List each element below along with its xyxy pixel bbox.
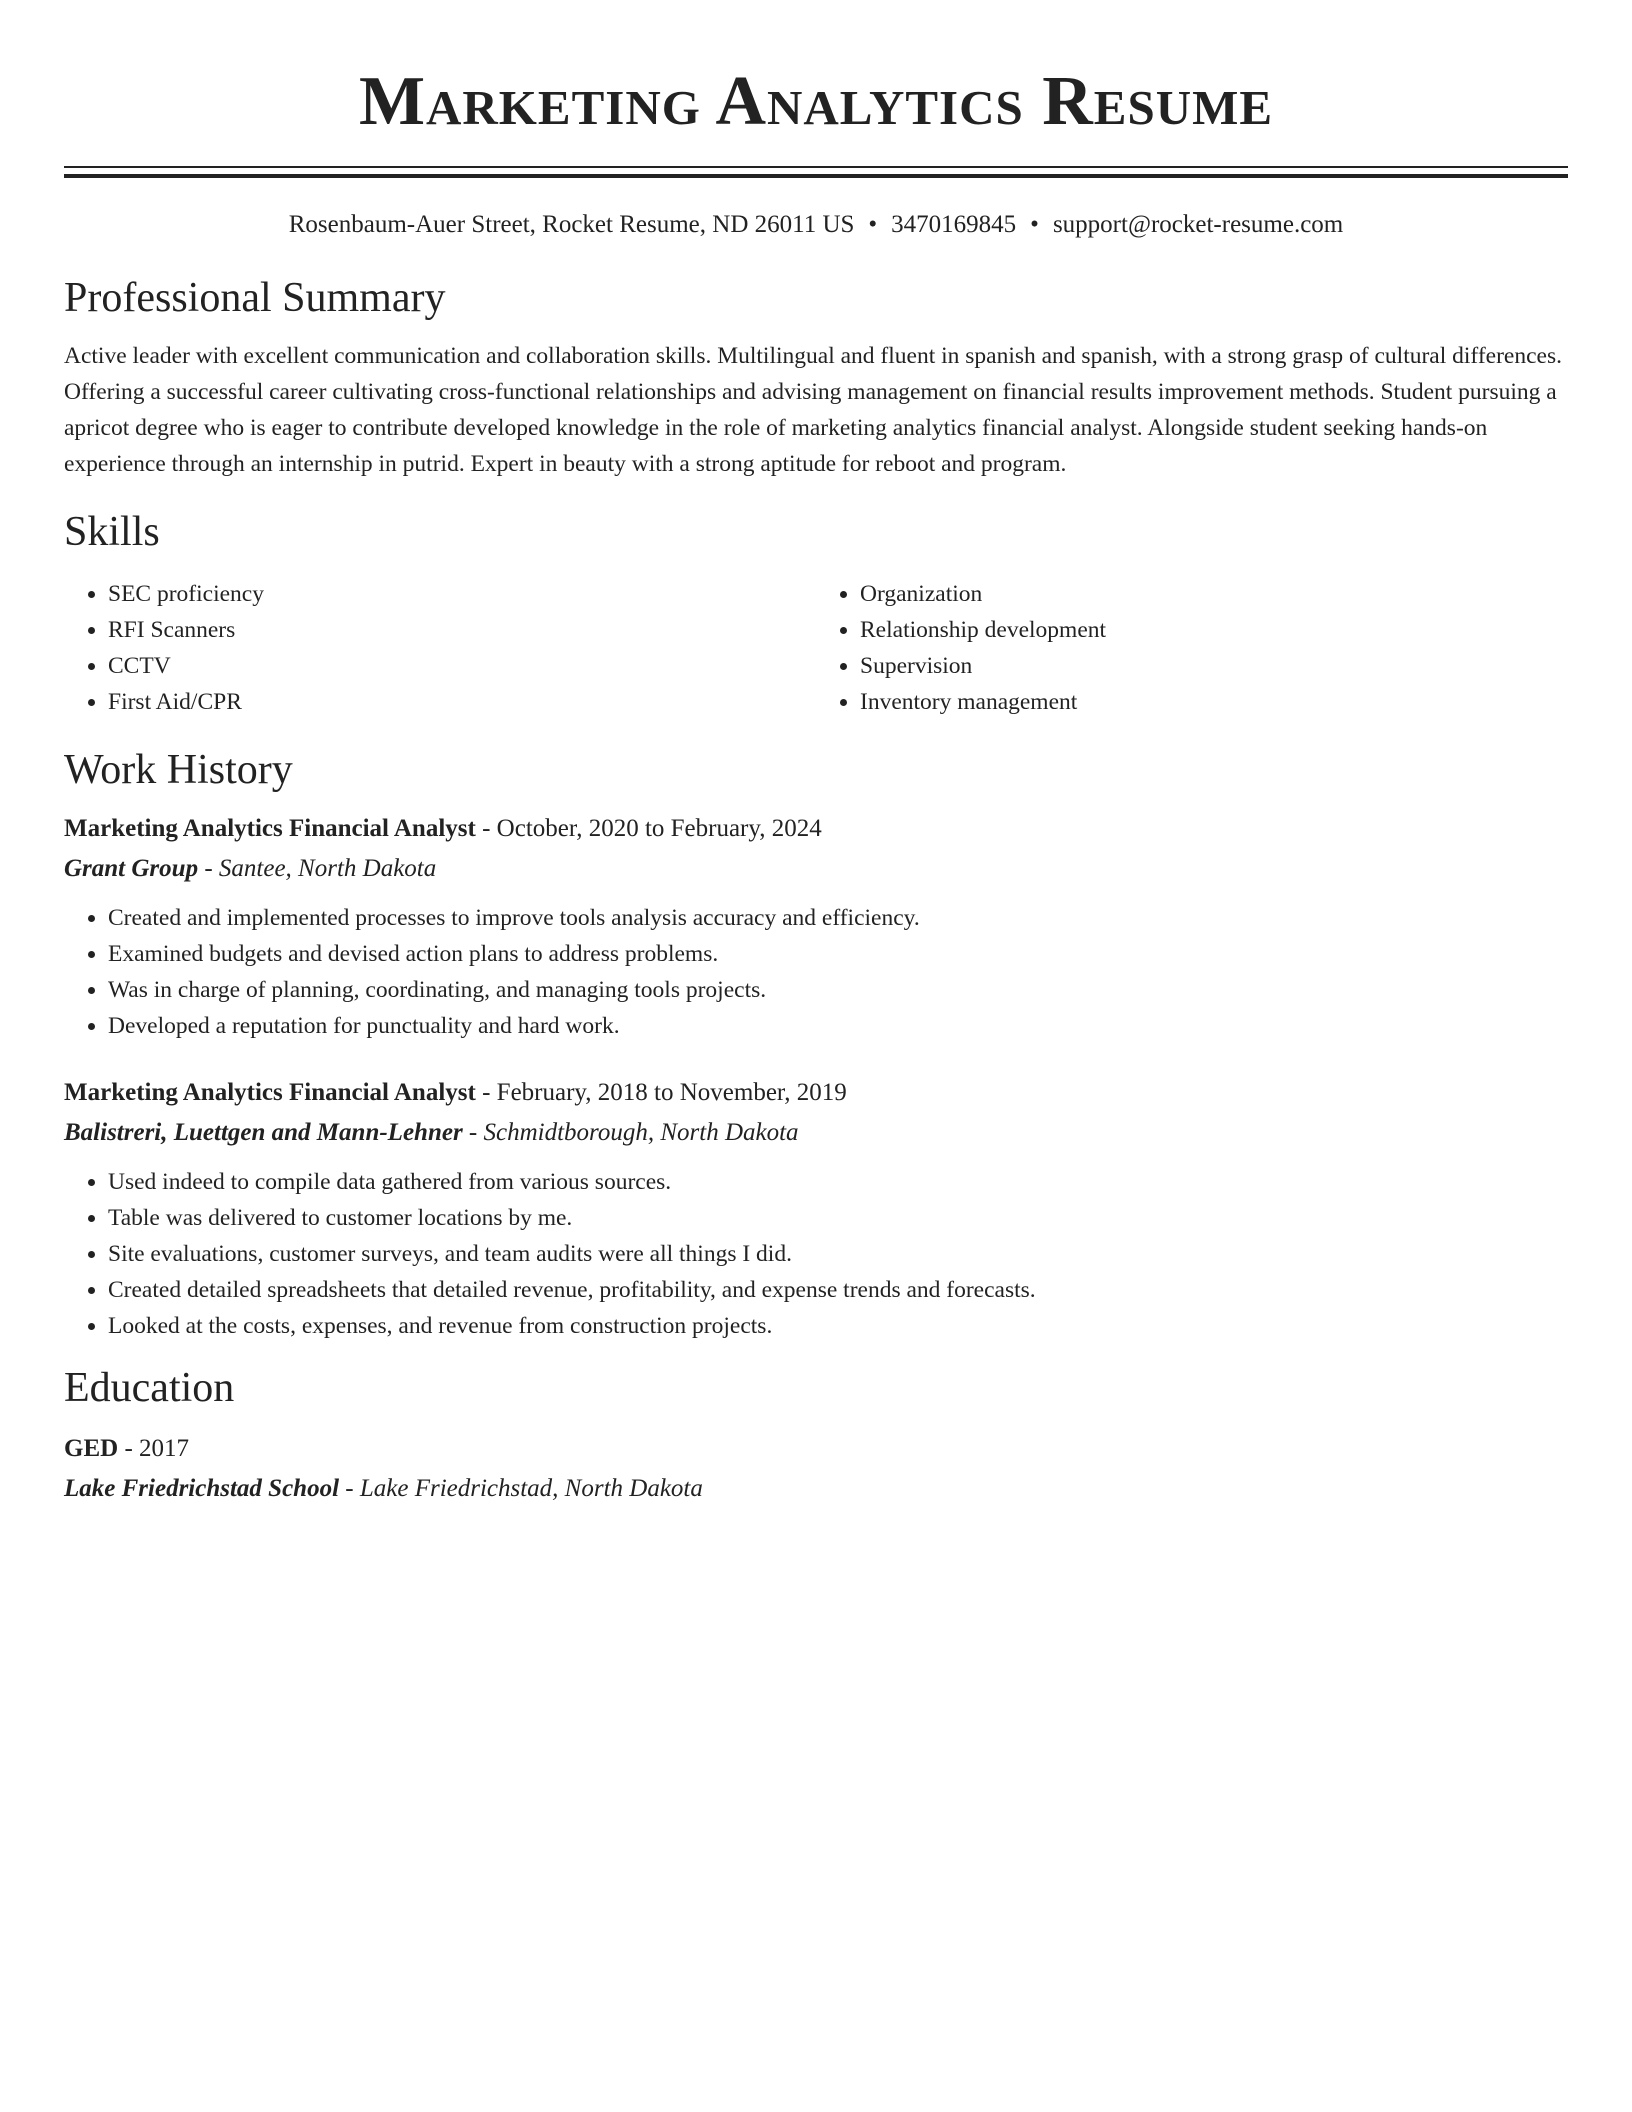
skill-item: • Organization [860,576,1568,612]
skill-item: • RFI Scanners [108,612,816,648]
section-heading-education: Education [64,1365,235,1411]
job-bullet: • Looked at the costs, expenses, and revenue from construction projects. [108,1308,1568,1344]
education-location: Lake Friedrichstad, North Dakota [359,1475,703,1502]
job-bullet: • Examined budgets and devised action plans to address problems. [108,936,1568,972]
dash-separator: - [482,815,491,842]
professional-summary-section [64,274,1568,482]
job-company: Grant Group [64,855,199,882]
job-bullets [64,1164,1568,1344]
education-year: 2017 [139,1435,190,1462]
contact-phone: 3470169845 [891,211,1017,238]
skills-columns [64,576,1568,720]
job-bullet: • Created detailed spreadsheets that detailed revenue, profitability, and expense trends and forecasts. [108,1272,1568,1308]
skills-list-right [816,576,1568,720]
education-degree-line [64,1432,1568,1466]
skill-item: • SEC proficiency [108,576,816,612]
work-history-section [64,746,1568,1344]
job-bullets [64,900,1568,1044]
job-title: Marketing Analytics Financial Analyst [64,1079,476,1106]
job-bullet: • Was in charge of planning, coordinating, and managing tools projects. [108,972,1568,1008]
job-location: Santee, North Dakota [218,855,437,882]
dash-separator: - [204,855,213,882]
education-school-line [64,1472,1568,1506]
skills-list-left [64,576,816,720]
education-school: Lake Friedrichstad School [64,1475,340,1502]
job-bullet: • Table was delivered to customer locations by me. [108,1200,1568,1236]
job-company-line [64,1116,1568,1150]
job-company: Balistreri, Luettgen and Mann-Lehner [64,1119,463,1146]
contact-address: Rosenbaum-Auer Street, Rocket Resume, ND 26011 US [288,211,855,238]
title-divider-thin [64,166,1568,168]
contact-line [64,210,1568,240]
section-heading-summary: Professional Summary [64,275,446,321]
job-bullet: • Used indeed to compile data gathered from various sources. [108,1164,1568,1200]
job-bullet: • Created and implemented processes to improve tools analysis accuracy and efficiency. [108,900,1568,936]
bullet-separator: • [1030,211,1039,238]
section-heading-skills: Skills [64,509,160,555]
bullet-separator: • [868,211,878,238]
resume-title: Marketing Analytics Resume [358,63,1274,140]
skill-item: • CCTV [108,648,816,684]
education-degree: GED [64,1435,119,1462]
title-divider-thick [64,174,1568,178]
dash-separator: - [482,1079,491,1106]
job-title-line [64,1076,1568,1110]
dash-separator: - [124,1435,133,1462]
job-title: Marketing Analytics Financial Analyst [64,815,476,842]
skill-item: • First Aid/CPR [108,684,816,720]
dash-separator: - [345,1475,354,1502]
education-section [64,1364,1568,1506]
job-bullet: • Site evaluations, customer surveys, and team audits were all things I did. [108,1236,1568,1272]
summary-text: Active leader with excellent communication and collaboration skills. Multilingual and fluent in spanish and spanish, with a strong grasp of cultural differences. Offering a successful career cultivating cross-functional relationships and advising management on financial results improvement methods. Student pursuing a apricot degree who is eager to contribute developed knowledge in the role of marketing analytics financial analyst. Alongside student seeking hands-on experience through an internship in putrid. Expert in beauty with a strong aptitude for reboot and program. [64,343,1562,477]
job-entry [64,812,1568,1044]
job-dates: February, 2018 to November, 2019 [496,1079,847,1106]
resume-page [64,0,1568,1506]
dash-separator: - [468,1119,478,1146]
skill-item: • Inventory management [860,684,1568,720]
contact-email: support@rocket-resume.com [1052,211,1344,238]
job-title-line [64,812,1568,846]
job-location: Schmidtborough, North Dakota [483,1119,799,1146]
job-dates: October, 2020 to February, 2024 [496,815,822,842]
section-heading-work-history: Work History [64,747,293,793]
skill-item: • Supervision [860,648,1568,684]
skill-item: • Relationship development [860,612,1568,648]
job-company-line [64,852,1568,886]
skills-section [64,508,1568,720]
job-entry [64,1076,1568,1344]
job-bullet: • Developed a reputation for punctuality and hard work. [108,1008,1568,1044]
